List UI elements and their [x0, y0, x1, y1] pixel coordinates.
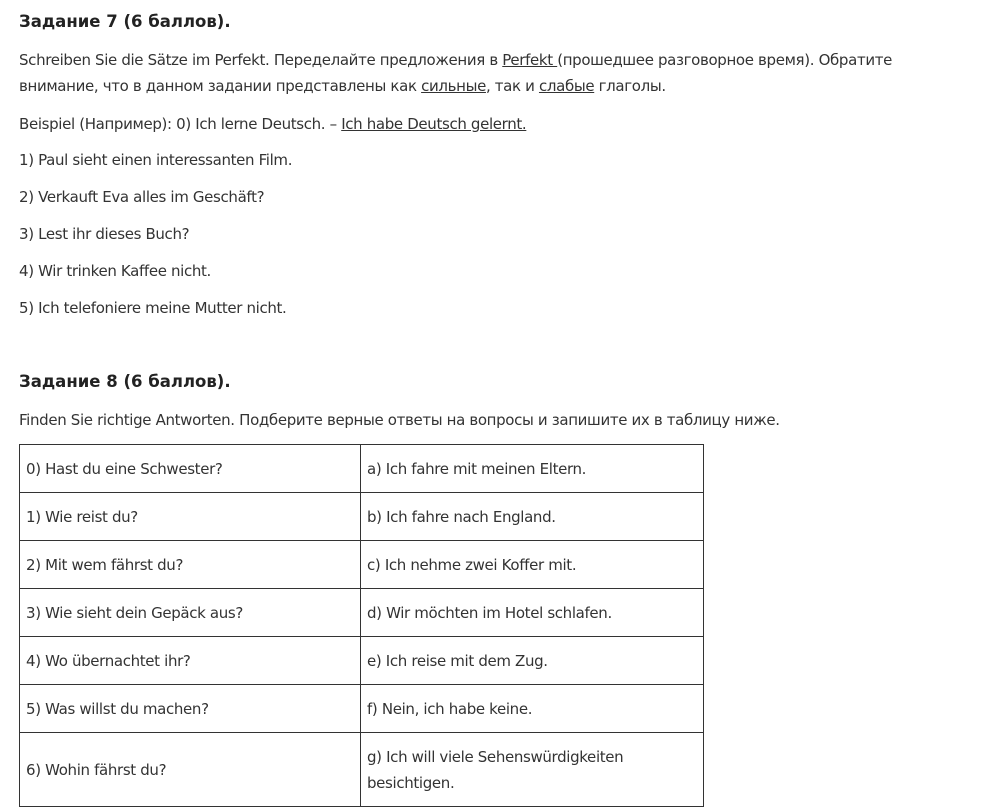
- question-cell: 0) Hast du eine Schwester?: [20, 445, 361, 493]
- weak-verbs-link[interactable]: слабые: [538, 77, 595, 95]
- question-cell: 1) Wie reist du?: [20, 493, 361, 541]
- answer-cell: f) Nein, ich habe keine.: [361, 685, 704, 733]
- question-cell: 6) Wohin fährst du?: [20, 733, 361, 807]
- example-answer: Ich habe Deutsch gelernt.: [341, 115, 527, 133]
- perfekt-link[interactable]: Perfekt: [502, 51, 558, 69]
- strong-verbs-link[interactable]: сильные: [421, 77, 486, 95]
- table-row: [20, 637, 704, 685]
- answer-cell: d) Wir möchten im Hotel schlafen.: [361, 589, 704, 637]
- question-cell: 5) Was willst du machen?: [20, 685, 361, 733]
- answer-cell: c) Ich nehme zwei Koffer mit.: [361, 541, 704, 589]
- answer-cell: g) Ich will viele Sehenswürdigkeiten besichtigen.: [361, 733, 704, 807]
- task7-example: [19, 111, 526, 137]
- question-cell: 2) Mit wem fährst du?: [20, 541, 361, 589]
- answer-cell: a) Ich fahre mit meinen Eltern.: [361, 445, 704, 493]
- sentence-item: 2) Verkauft Eva alles im Geschäft?: [19, 188, 265, 206]
- task7-heading: Задание 7 (6 баллов).: [19, 12, 231, 31]
- sentence-item: 1) Paul sieht einen interessanten Film.: [19, 151, 293, 169]
- sentence-item: 5) Ich telefoniere meine Mutter nicht.: [19, 299, 287, 317]
- table-row: [20, 589, 704, 637]
- table-row: [20, 493, 704, 541]
- task7-intro-text-1: Schreiben Sie die Sätze im Perfekt. Переделайте предложения в: [19, 51, 503, 69]
- question-cell: 4) Wo übernachtet ihr?: [20, 637, 361, 685]
- matching-table: [19, 444, 704, 807]
- sentence-item: 3) Lest ihr dieses Buch?: [19, 225, 190, 243]
- table-row: [20, 733, 704, 807]
- question-cell: 3) Wie sieht dein Gepäck aus?: [20, 589, 361, 637]
- table-row: [20, 685, 704, 733]
- sentence-item: 4) Wir trinken Kaffee nicht.: [19, 262, 211, 280]
- task8-intro: Finden Sie richtige Antworten. Подберите верные ответы на вопросы и запишите их в таблицу ниже.: [19, 411, 780, 429]
- task7-intro-text-2: (прошедшее разговорное время). Обратите внимание, что в данном задании представлены как: [19, 51, 892, 95]
- table-row: [20, 541, 704, 589]
- task7-intro: [19, 47, 974, 99]
- task8-heading: Задание 8 (6 баллов).: [19, 372, 231, 391]
- task7-intro-text-4: глаголы.: [594, 77, 666, 95]
- answer-cell: b) Ich fahre nach England.: [361, 493, 704, 541]
- table-row: [20, 445, 704, 493]
- answer-cell: e) Ich reise mit dem Zug.: [361, 637, 704, 685]
- example-prefix: Beispiel (Например): 0) Ich lerne Deutsch. –: [19, 115, 342, 133]
- task7-intro-text-3: , так и: [485, 77, 539, 95]
